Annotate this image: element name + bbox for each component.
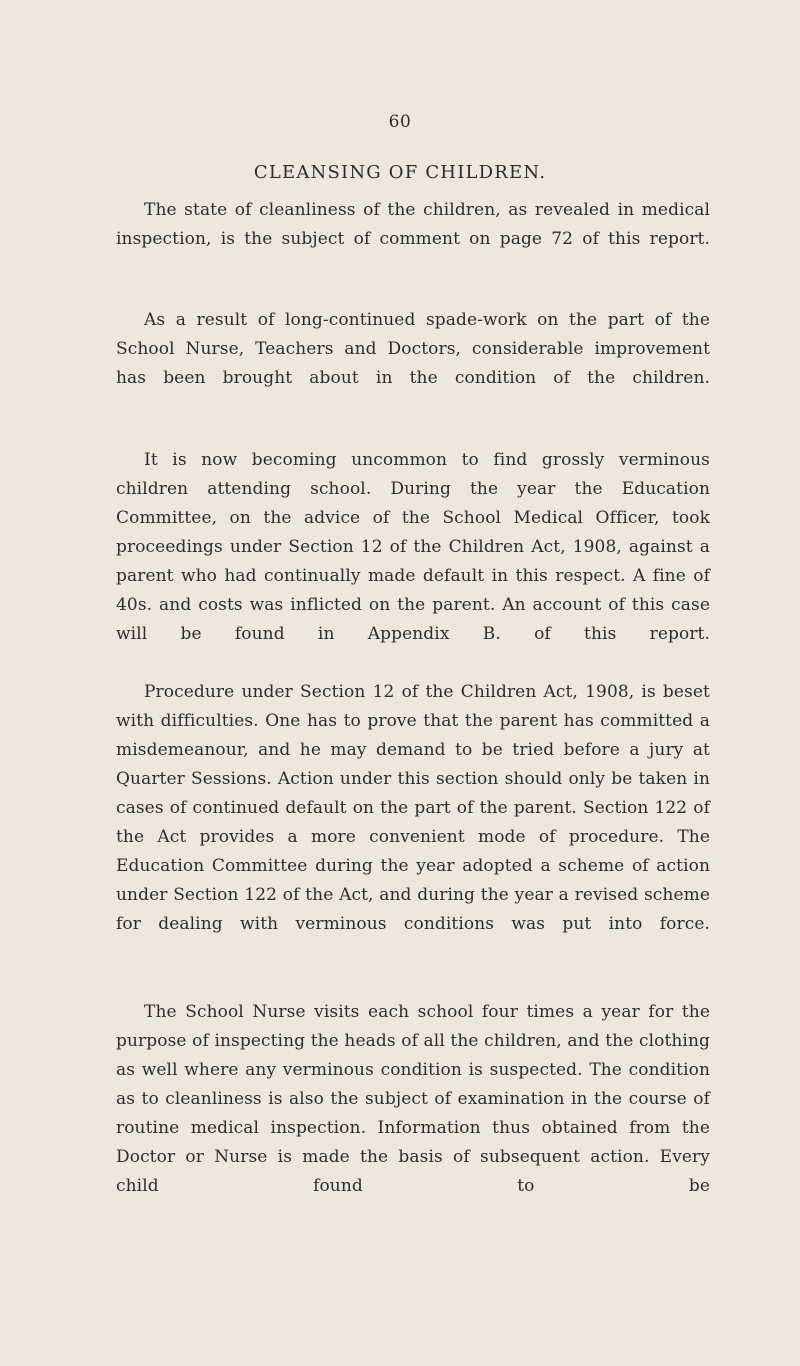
- paragraph-2: As a result of long-continued spade-work on the part of the School Nurse, Teachers and Doctors, considerable improvement has been brought about in the condition of the children.: [116, 310, 710, 388]
- section-heading: CLEANSING OF CHILDREN.: [253, 162, 547, 183]
- paragraph-4: Procedure under Section 12 of the Children Act, 1908, is beset with difficulties. One has to prove that the parent has committed a misdemeanour, and he may demand to be tried before a jury at Quarter Sessions. Action under this section should only be taken in cases of continued default on the part of the parent. Section 122 of the Act provides a more convenient mode of procedure. The Education Committee during the year adopted a scheme of action under Section 122 of the Act, and during the year a revised scheme for dealing with verminous conditions was put into force.: [116, 682, 710, 934]
- paragraph-3: It is now becoming uncommon to find grossly verminous children attending school. During the year the Education Committee, on the advice of the School Medical Officer, took proceedings under Section 12 of the Children Act, 1908, against a parent who had continually made default in this respect. A fine of 40s. and costs was inflicted on the parent. An account of this case will be found in Appendix B. of this report.: [116, 450, 710, 644]
- paragraph-5: The School Nurse visits each school four times a year for the purpose of inspecting the heads of all the children, and the clothing as well where any verminous condition is suspected. The condition as to cleanliness is also the subject of examination in the course of routine medical inspection. Information thus obtained from the Doctor or Nurse is made the basis of subsequent action. Every child found to be: [116, 1002, 710, 1196]
- paragraph-1: The state of cleanliness of the children, as revealed in medical inspection, is the subject of comment on page 72 of this report.: [116, 200, 710, 249]
- page-number: 60: [388, 112, 412, 132]
